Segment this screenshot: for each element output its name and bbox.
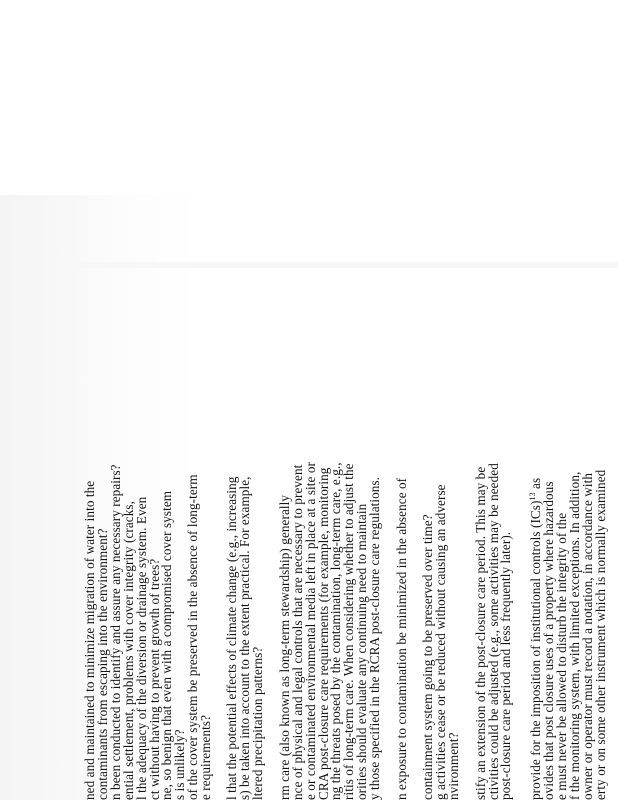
text-line: l that the potential effects of climate change (e.g., increasing — [224, 476, 240, 800]
text-line: nce of physical and legal controls that are necessary to prevent — [289, 464, 305, 800]
text-line: e must never be allowed to disturb the integrity of the — [554, 512, 570, 800]
footnote-marker: 13 — [528, 492, 538, 501]
text-line: containment system going to be preserved over time? — [419, 514, 435, 800]
text-line: y those specified in the RCRA post-closure care regulations. — [367, 476, 383, 800]
text-line: f the monitoring system, with limited exceptions. In addition, — [567, 471, 583, 800]
text-line: l the adequacy of the diversion or drainage system. Even — [133, 496, 149, 800]
text-line: ct without having to prevent growth of trees? — [146, 558, 162, 800]
text-line: n been conducted to identify and assure any necessary repairs? — [107, 464, 123, 800]
text-fragment: as — [528, 477, 544, 493]
text-line: ential settlement, problems with cover integrity (cracks, — [120, 501, 136, 800]
text-line: ctivities could be adjusted (e.g., some activities may be needed — [485, 463, 501, 800]
text-line: s) be taken into account to the extent practical. For example, — [236, 476, 252, 800]
text-line: post-closure care period and less frequently later). — [498, 531, 514, 800]
text-line: stify an extension of the post-closure care period. This may be — [472, 466, 488, 800]
text-line: e or contaminated environmental media left in place at a site or — [302, 462, 318, 800]
text-line: n exposure to contamination be minimized in the absence of — [394, 477, 410, 800]
text-line: CRA post-closure care requirements (for example, monitoring — [315, 467, 331, 800]
rotated-document-text — [84, 260, 618, 800]
text-line: g activities cease or be reduced without causing an adverse — [432, 484, 448, 800]
text-line: ne, so benign that even with a compromised cover system — [159, 490, 175, 800]
text-line: contaminants from escaping into the environment? — [94, 528, 110, 800]
text-fragment: provide for the imposition of institutional controls (ICs) — [528, 500, 544, 800]
text-line: orities should evaluate any continuing need to maintain — [354, 503, 370, 800]
text-line: ovides that post closure uses of a property where hazardous — [541, 481, 557, 800]
text-line: rm care (also known as long-term stewardship) generally — [276, 494, 292, 800]
text-line: of the cover system be preserved in the absence of long-term — [185, 474, 201, 800]
text-line: owner or operator must record a notation, in accordance with — [580, 472, 595, 800]
text-line: ned and maintained to minimize migration of water into the — [82, 480, 97, 800]
text-line: ritis of long-term care. When considering whether to adjust the — [341, 463, 357, 800]
text-line: nvironment? — [445, 732, 461, 800]
text-line: ltered precipitation patterns? — [249, 646, 265, 800]
text-line: ng the threats posed by the contamination, long-term care, e.g., — [328, 462, 344, 800]
text-line: e requirements? — [198, 714, 214, 800]
text-line: s is unlikely? — [172, 729, 188, 800]
text-line: erty or on some other instrument which is normally examined — [592, 469, 608, 800]
